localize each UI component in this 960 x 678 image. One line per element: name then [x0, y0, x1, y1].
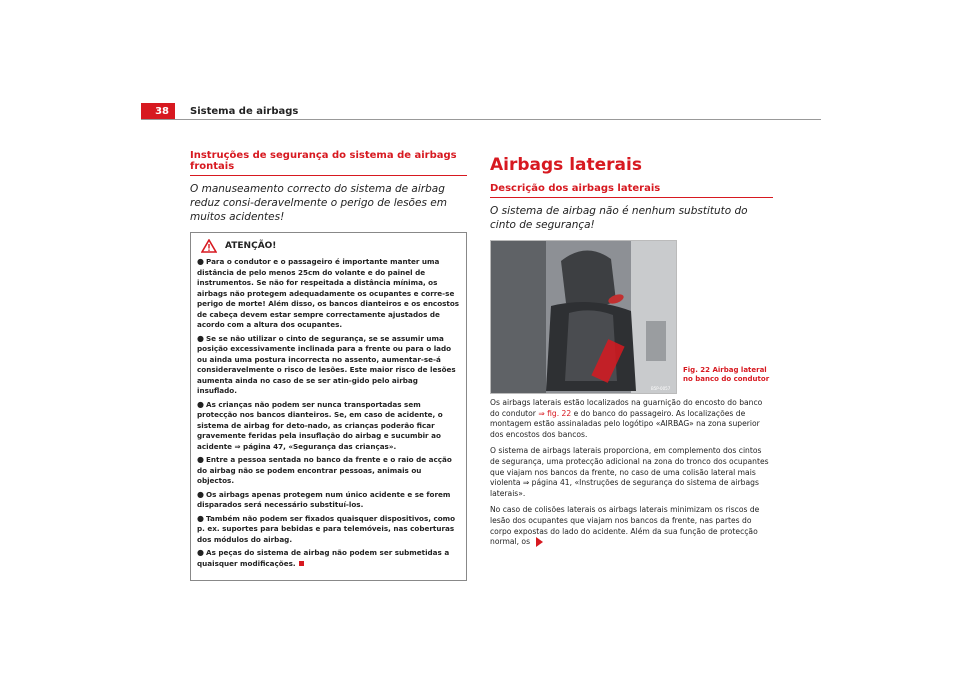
paragraph: Os airbags laterais estão localizados na guarnição do encosto do banco do condutor ⇒ fig. 22 e do banco do passageiro. As localizações de montagem estão assinaladas pelo logótipo «AIRBAG» na zona superior dos encostos dos bancos.: [490, 398, 763, 439]
warning-item: ● Entre a pessoa sentada no banco da frente e o raio de acção do airbag não se podem encontrar pessoas, animais ou objectos.: [197, 455, 452, 485]
warning-item: ● As crianças não podem ser nunca transportadas sem protecção nos bancos dianteiros. Se, em caso de acidente, o sistema de airbag for deto-nado, as crianças poderão ficar gravemente feridas pela insuflação do airbag e sucumbir ao acidente ⇒ página 47, «Segurança das crianças».: [197, 399, 443, 451]
page-number: 38: [141, 103, 175, 120]
section-end-icon: [299, 561, 304, 566]
left-column: [190, 150, 467, 581]
seat-illustration: [491, 241, 676, 393]
warning-header: [197, 239, 460, 253]
warning-label: ATENÇÃO!: [225, 241, 277, 251]
warning-box: [190, 232, 467, 581]
section-heading-side-airbags: Descrição dos airbags laterais: [490, 183, 773, 198]
figure-22: [490, 240, 773, 392]
warning-item: ● Se se não utilizar o cinto de segurança, se se assumir uma posição excessivamente inclinada para a frente ou para o lado ou ainda uma postura incorrecta no assento, aumentar-se-á consideravelmente o risco de lesões. Este maior risco de lesões aumenta ainda no caso de se ser atin-gido pelo airbag insuflado.: [197, 333, 456, 395]
warning-item: ● Também não podem ser fixados quaisquer dispositivos, como p. ex. suportes para bebidas e para telemóveis, nas coberturas dos módulos do airbag.: [197, 513, 456, 544]
lead-text: O sistema de airbag não é nenhum substituto do cinto de segurança!: [490, 205, 748, 231]
right-column: [490, 150, 773, 552]
lead-text: O manuseamento correcto do sistema de airbag reduz consi-deravelmente o perigo de lesões em muitos acidentes!: [190, 183, 447, 223]
paragraph: No caso de colisões laterais os airbags laterais minimizam os riscos de lesão dos ocupantes que viajam nos bancos da frente, nas partes do corpo expostas do lado do acidente. Além da sua função de protecção normal, os: [490, 505, 760, 547]
continue-arrow-icon: [536, 537, 543, 547]
warning-item: ● Para o condutor e o passageiro é importante manter uma distância de pelo menos 25cm do volante e do painel de instrumentos. Se não for respeitada a distância mínima, os airbags não protegem adequadamente os ocupantes e corre-se perigo de morte! Além disso, os bancos dianteiros e os encostos de cabeça devem estar sempre correctamente ajustados de acordo com a altura dos ocupantes.: [197, 257, 460, 329]
figure-code: B5P-0057: [651, 386, 671, 391]
chapter-title: Airbags laterais: [490, 155, 642, 175]
paragraph: O sistema de airbags laterais proporciona, em complemento dos cintos de segurança, uma protecção adicional na zona do tronco dos ocupantes que viajam nos bancos da frente, no caso de uma colisão lateral mais violenta ⇒ página 41, «Instruções de segurança do sistema de airbags laterais».: [490, 446, 769, 498]
warning-item: ● As peças do sistema de airbag não podem ser submetidas a quaisquer modificações.: [197, 548, 450, 568]
seat-airbag-image: [490, 240, 677, 394]
warning-item: ● Os airbags apenas protegem num único acidente e se forem disparados será necessário substituí-los.: [197, 489, 451, 509]
header-rule: [141, 119, 821, 120]
warning-triangle-icon: [201, 239, 217, 253]
figure-link[interactable]: ⇒ fig. 22: [538, 408, 572, 418]
figure-caption: Fig. 22 Airbag lateral no banco do condutor: [683, 366, 770, 383]
running-title: Sistema de airbags: [190, 106, 299, 117]
section-heading-front-airbags: Instruções de segurança do sistema de airbags frontais: [190, 150, 467, 176]
